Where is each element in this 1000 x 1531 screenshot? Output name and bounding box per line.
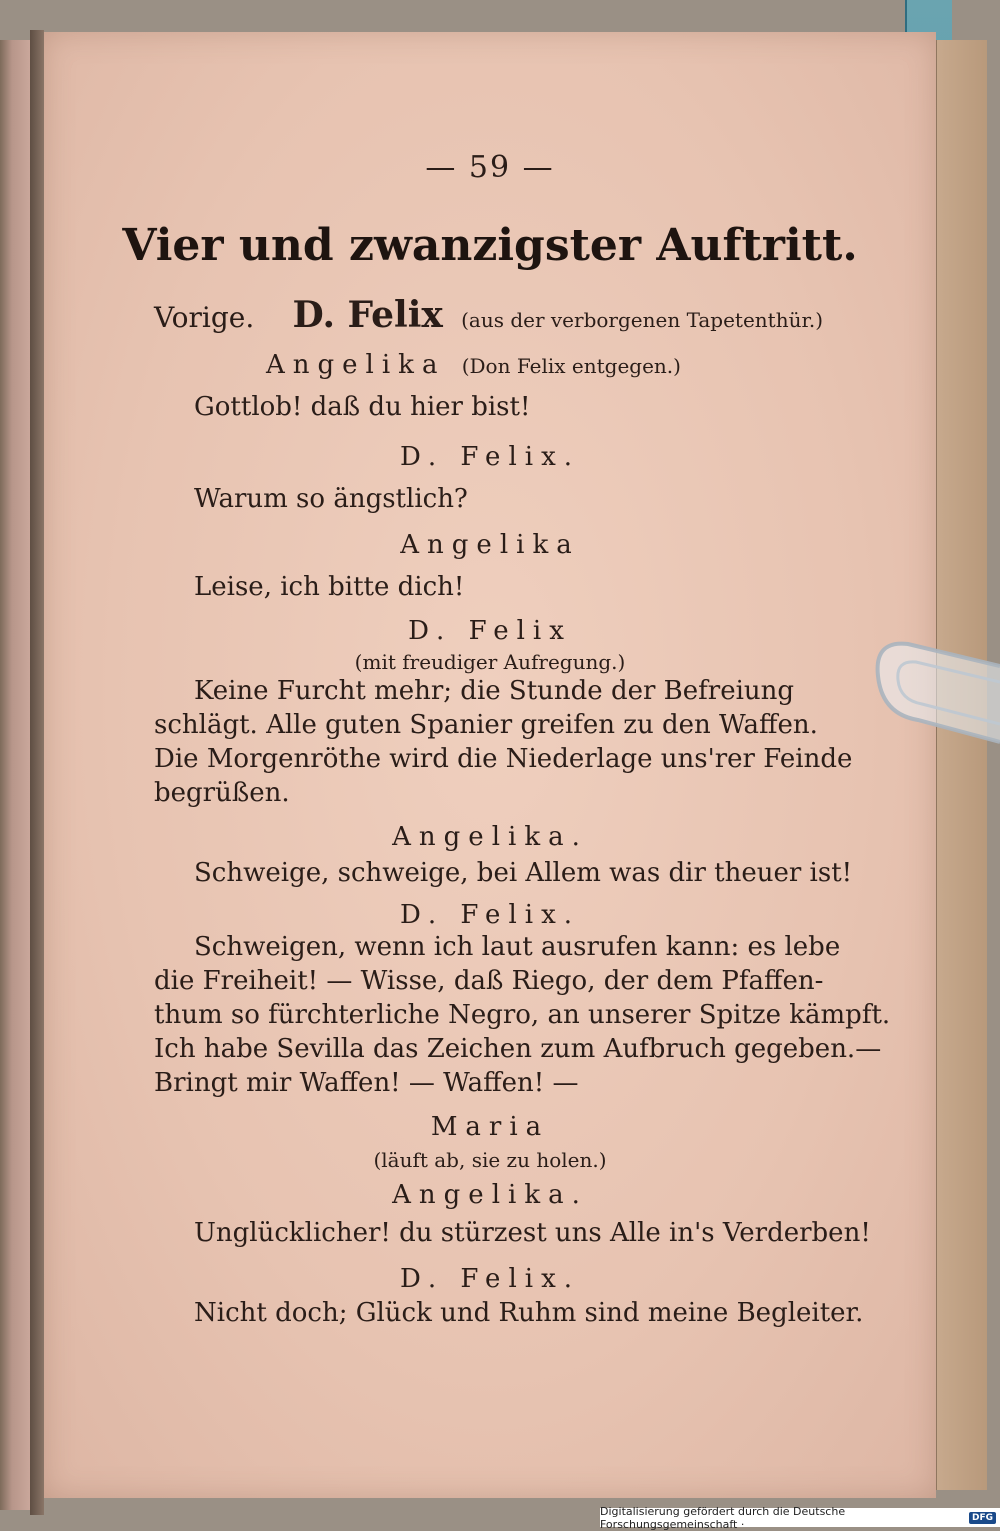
speaker-line: D. Felix bbox=[408, 616, 572, 646]
speaker-line: Angelika bbox=[400, 530, 580, 560]
footer-bar bbox=[600, 1504, 1000, 1531]
scene-heading: Vier und zwanzigster Auftritt. bbox=[122, 220, 858, 271]
speech-line: Bringt mir Waffen! — Waffen! — bbox=[154, 1068, 579, 1098]
page-stack-edge bbox=[935, 40, 987, 1490]
speaker-name: Angelika bbox=[266, 350, 446, 380]
speech-line: Leise, ich bitte dich! bbox=[194, 572, 465, 602]
left-page-edge bbox=[0, 40, 33, 1510]
cast-direction: (aus der verborgenen Tapetenthür.) bbox=[461, 308, 823, 332]
speech-line: Ich habe Sevilla das Zeichen zum Aufbruch gegeben.— bbox=[154, 1034, 882, 1064]
speech-line: Unglücklicher! du stürzest uns Alle in's Verderben! bbox=[194, 1218, 871, 1248]
speaker-line: D. Felix. bbox=[399, 900, 580, 930]
speaker-line bbox=[266, 350, 681, 380]
cast-name: D. Felix bbox=[292, 294, 443, 336]
speaker-line: Maria bbox=[430, 1112, 550, 1142]
speech-line: die Freiheit! — Wisse, daß Riego, der dem Pfaffen- bbox=[154, 966, 824, 996]
speech-line: Nicht doch; Glück und Ruhm sind meine Begleiter. bbox=[194, 1298, 864, 1328]
speech-line: Keine Furcht mehr; die Stunde der Befreiung bbox=[194, 676, 795, 706]
speech-line: Gottlob! daß du hier bist! bbox=[194, 392, 531, 422]
book-page bbox=[44, 32, 936, 1498]
stage-direction: (läuft ab, sie zu holen.) bbox=[373, 1148, 607, 1172]
speech-line: Die Morgenröthe wird die Niederlage uns'rer Feinde bbox=[154, 744, 853, 774]
stage-note: (Don Felix entgegen.) bbox=[461, 354, 681, 378]
speaker-line: D. Felix. bbox=[399, 1264, 580, 1294]
stage-direction: (mit freudiger Aufregung.) bbox=[354, 650, 626, 674]
cast-line bbox=[154, 294, 823, 336]
speech-line: Schweige, schweige, bei Allem was dir theuer ist! bbox=[194, 858, 853, 888]
speech-line: thum so fürchterliche Negro, an unserer Spitze kämpft. bbox=[154, 1000, 891, 1030]
page-clip bbox=[868, 636, 1000, 756]
speech-line: Schweigen, wenn ich laut ausrufen kann: es lebe bbox=[194, 932, 841, 962]
page-number: — 59 — bbox=[425, 150, 555, 185]
speaker-line: Angelika. bbox=[392, 1180, 588, 1210]
speaker-line: D. Felix. bbox=[399, 442, 580, 472]
dfg-logo-icon: DFG bbox=[969, 1512, 996, 1524]
speech-line: schlägt. Alle guten Spanier greifen zu den Waffen. bbox=[154, 710, 818, 740]
speech-line: begrüßen. bbox=[154, 778, 290, 808]
speech-line: Warum so ängstlich? bbox=[194, 484, 468, 514]
footer-text: Digitalisierung gefördert durch die Deutsche Forschungsgemeinschaft · bbox=[600, 1504, 846, 1531]
cast-prefix: Vorige. bbox=[154, 301, 255, 334]
book-gutter bbox=[30, 30, 44, 1515]
speaker-line: Angelika. bbox=[392, 822, 588, 852]
